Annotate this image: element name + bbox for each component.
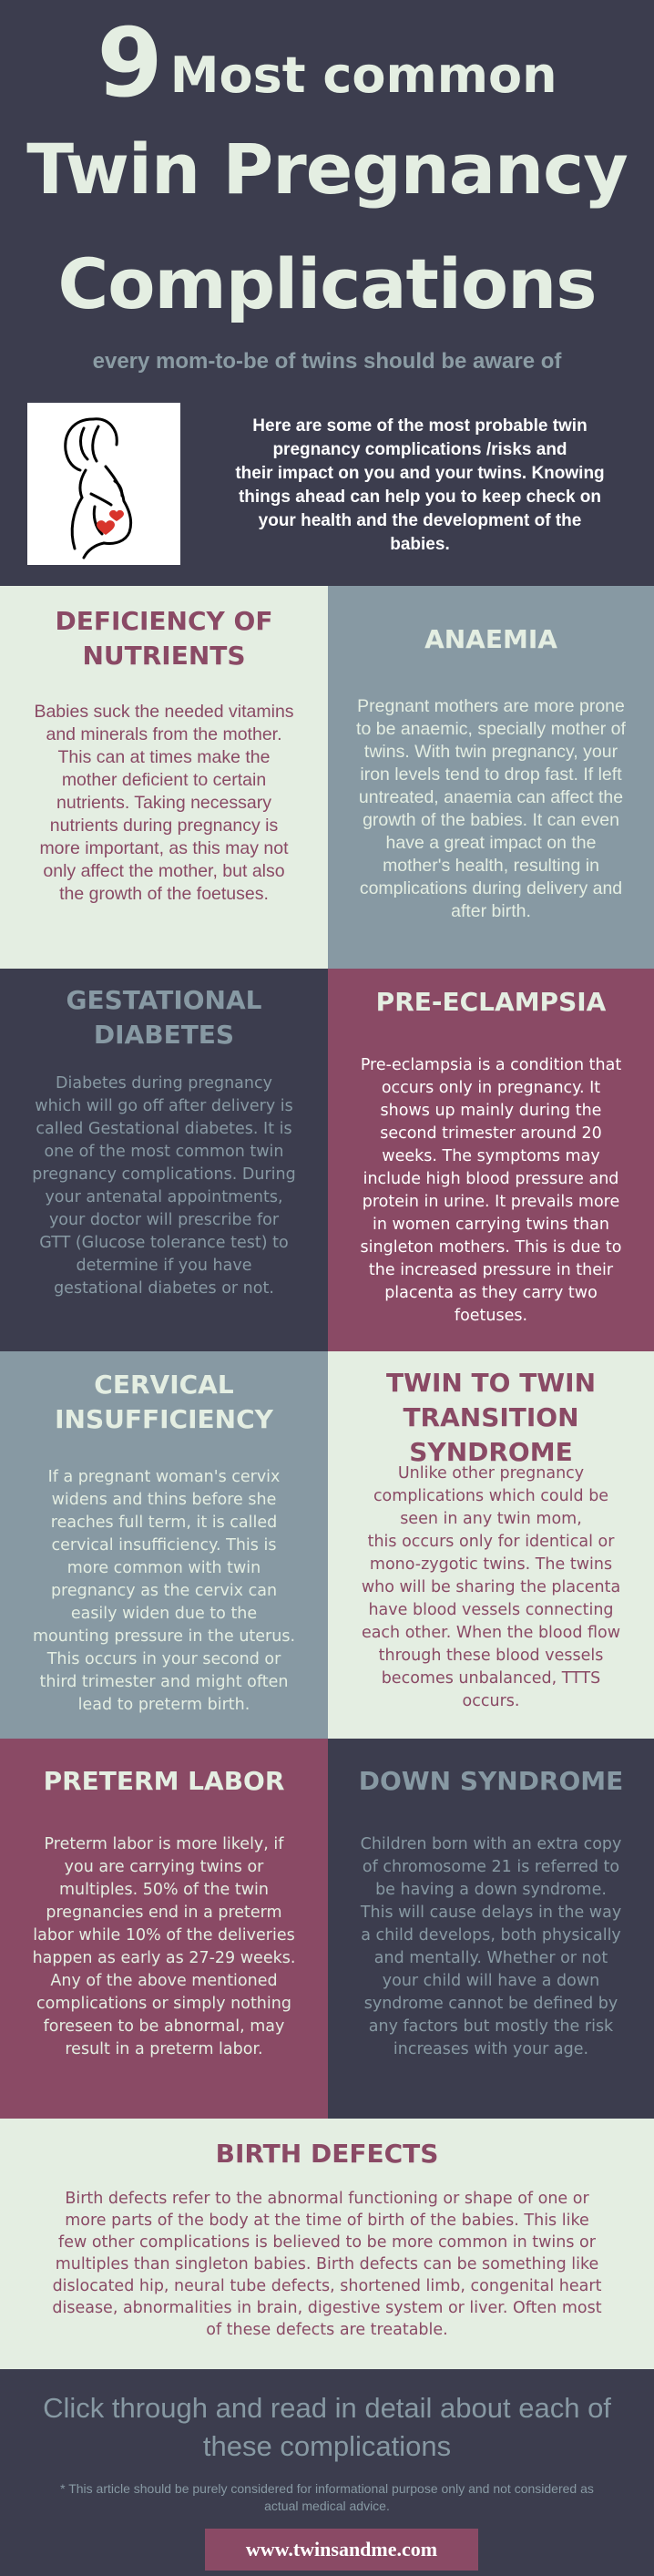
panel-title: DOWN SYNDROME	[358, 1766, 624, 1796]
panel-body: Pregnant mothers are more prone to be anaemic, specially mother of twins. With twin pregnancy, your iron levels tend to drop fast. If left untreated, anaemia can affect the growth of the babies. It can even have a great impact on the mother's health, resulting in complications during delivery and after birth.	[356, 696, 626, 921]
intro-text: Here are some of the most probable twin pregnancy complications /risks and their impact on you and your twins. Knowing things ahead can help you to keep check on your health and the development of the babies.	[235, 416, 605, 554]
title-number: 9	[97, 7, 161, 118]
panel-down-syndrome	[328, 1739, 654, 2119]
pregnant-woman-icon	[27, 403, 180, 565]
call-to-action: Click through and read in detail about each of these complications	[43, 2392, 611, 2462]
panel-title: DEFICIENCY OF NUTRIENTS	[55, 606, 273, 671]
website-link[interactable]: www.twinsandme.com	[205, 2529, 478, 2571]
panel-twin-to-twin-transition-syndrome	[328, 1351, 654, 1739]
disclaimer: * This article should be purely considered for informational purpose only and not considered as actual medical advice.	[60, 2481, 594, 2513]
panel-title: TWIN TO TWIN TRANSITION SYNDROME	[385, 1368, 597, 1467]
panel-title: ANAEMIA	[424, 624, 557, 654]
panel-title: BIRTH DEFECTS	[215, 2139, 439, 2169]
panel-body: Babies suck the needed vitamins and minerals from the mother. This can at times make the mother deficient to certain nutrients. Taking necessary nutrients during pregnancy is more important, as this may not only affect the mother, but also the growth of the foetuses.	[34, 702, 294, 904]
panel-title: GESTATIONAL DIABETES	[66, 985, 262, 1050]
panel-title: PRETERM LABOR	[43, 1766, 285, 1796]
subtitle: every mom-to-be of twins should be aware of	[92, 349, 562, 374]
panel-body: Pre-eclampsia is a condition that occurs only in pregnancy. It shows up mainly during the second trimester around 20 weeks. The symptoms may include high blood pressure and protein in urine. It prevails more in women carrying twins than singleton mothers. This is due to the increased pressure in their placenta as they carry two foetuses.	[360, 1056, 622, 1325]
panel-body: Diabetes during pregnancy which will go off after delivery is called Gestational diabetes. It is one of the most common twin pregnancy complications. During your antenatal appointments, your doctor will prescribe for GTT (Glucose tolerance test) to determine if you have gestational diabetes or not.	[32, 1074, 296, 1298]
footer	[0, 2369, 654, 2576]
panel-body: Birth defects refer to the abnormal functioning or shape of one or more parts of the body at the time of birth of the babies. This like few other complications is believed to be more common in twins or multiples than singleton babies. Birth defects can be something like dislocated hip, neural tube defects, shortened limb, congenital heart disease, abnormalities in brain, digestive system or liver. Often most of these defects are treatable.	[52, 2190, 602, 2339]
panel-body: Preterm labor is more likely, if you are carrying twins or multiples. 50% of the twin pregnancies end in a preterm labor while 10% of the deliveries happen as early as 27-29 weeks. Any of the above mentioned complications or simply nothing foreseen to be abnormal, may result in a preterm labor.	[32, 1835, 296, 2058]
header	[0, 0, 654, 586]
panel-body: Children born with an extra copy of chromosome 21 is referred to be having a down syndrome. This will cause delays in the way a child develops, both physically and mentally. Whether or not your child will have a down syndrome cannot be defined by any factors but mostly the risk increases with your age.	[360, 1835, 622, 2058]
panel-cervical-insufficiency	[0, 1351, 328, 1739]
panel-pre-eclampsia	[328, 969, 654, 1351]
panel-preterm-labor	[0, 1739, 328, 2119]
panel-title: CERVICAL INSUFFICIENCY	[55, 1370, 273, 1434]
panel-birth-defects	[0, 2119, 654, 2369]
panel-title: PRE-ECLAMPSIA	[375, 987, 607, 1017]
title-line-1	[0, 7, 654, 118]
panel-deficiency-of-nutrients	[0, 586, 328, 969]
panel-body: If a pregnant woman's cervix widens and thins before she reaches full term, it is called cervical insufficiency. This is more common with twin pregnancy as the cervix can easily widen due to the mounting pressure in the uterus. This occurs in your second or third trimester and might often lead to preterm birth.	[32, 1468, 296, 1714]
title-line-2: Twin Pregnancy	[26, 128, 628, 210]
panel-body: Unlike other pregnancy complications which could be seen in any twin mom, this occurs only for identical or mono-zygotic twins. The twins who will be sharing the placenta have blood vessels connecting each other. When the blood flow through these blood vessels becomes unbalanced, TTTS occurs.	[361, 1464, 621, 1710]
title-most-common: Most common	[169, 46, 557, 104]
title-line-3: Complications	[57, 243, 597, 324]
panel-anaemia	[328, 586, 654, 969]
panel-gestational-diabetes	[0, 969, 328, 1351]
